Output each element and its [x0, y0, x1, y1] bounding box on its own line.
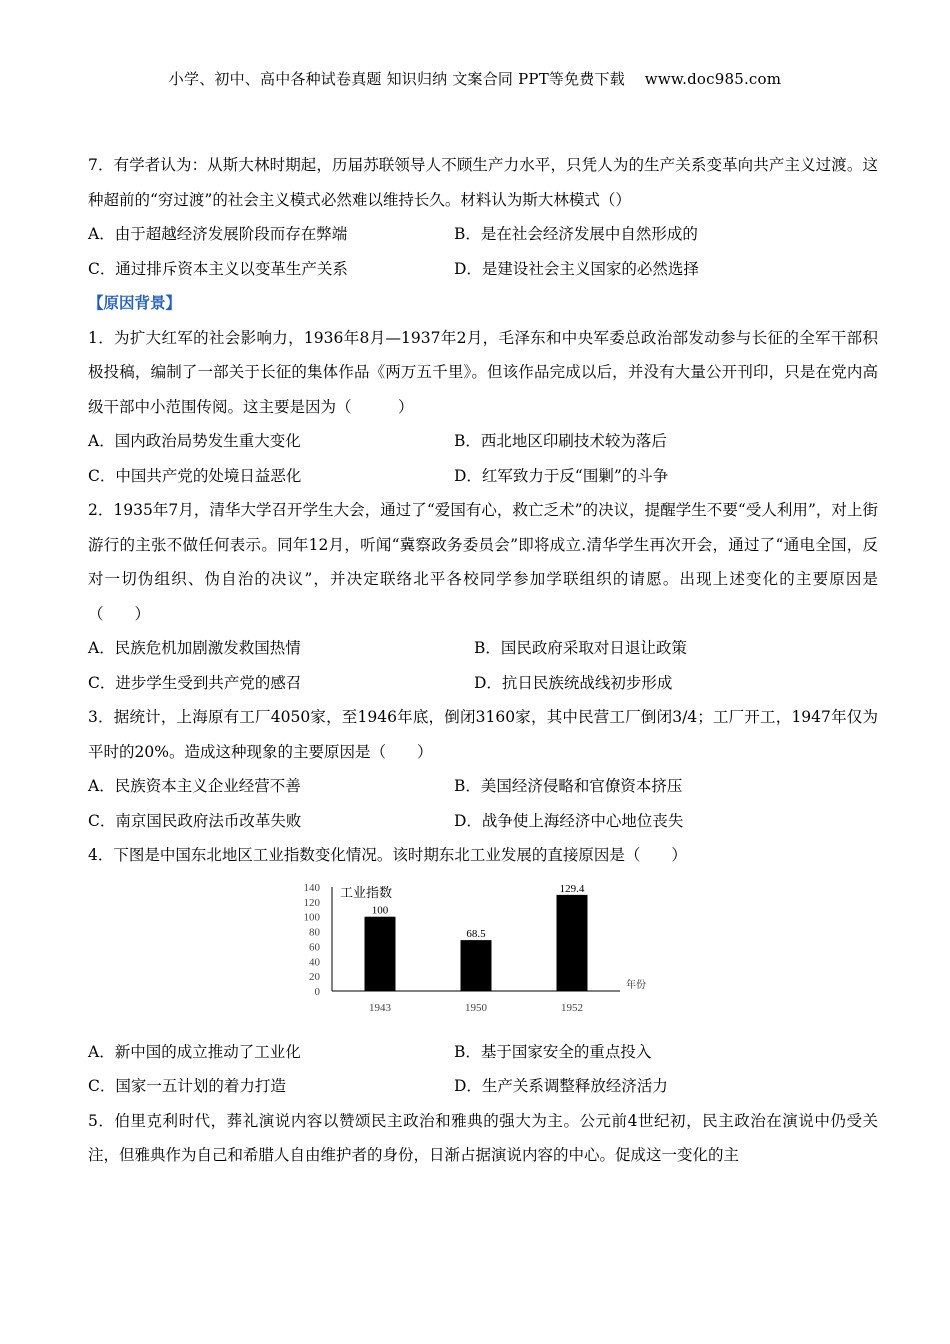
x-tick-label-1950: 1950: [465, 1001, 487, 1014]
q2-option-d: D．抗日民族统战线初步形成: [474, 673, 673, 692]
q3-options-row2: [88, 804, 878, 839]
q1-option-d: D．红军致力于反“围剿”的斗争: [454, 466, 669, 485]
q1-option-a: A．国内政治局势发生重大变化: [88, 432, 301, 450]
q1-stem: 1．为扩大红军的社会影响力，1936年8月—1937年2月，毛泽东和中央军委总政治部发动参与长征的全军干部积极投稿，编制了一部关于长征的集体作品《两万五千里》。但该作品完成以后，并没有大量公开刊印，只是在党内高级干部中小范围传阅。这主要是因为（ ）: [88, 328, 878, 416]
q7-option-a: A．由于超越经济发展阶段而存在弊端: [88, 225, 348, 243]
header-site: www.doc985.com: [644, 70, 782, 88]
q2-option-a: A．民族危机加剧激发救国热情: [88, 639, 301, 657]
q3-option-a: A．民族资本主义企业经营不善: [88, 777, 301, 795]
data-label-1943: 100: [371, 904, 389, 917]
y-tick-label: 0: [314, 985, 320, 998]
q4-stem: 4．下图是中国东北地区工业指数变化情况。该时期东北工业发展的直接原因是（ ）: [88, 846, 687, 864]
q3-option-d: D．战争使上海经济中心地位丧失: [454, 811, 684, 830]
q3-options-row1: [88, 769, 878, 804]
q5-stem: 5．伯里克利时代，葬礼演说内容以赞颂民主政治和雅典的强大为主。公元前4世纪初，民主政治在演说中仍受关注，但雅典作为自己和希腊人自由维护者的身份，日渐占据演说内容的中心。促成这一变化的主: [88, 1111, 878, 1164]
q2-option-c: C．进步学生受到共产党的感召: [88, 673, 302, 692]
x-tick-label-1952: 1952: [561, 1001, 583, 1014]
q4-options-row2: [88, 1069, 878, 1104]
y-tick-label: 40: [309, 955, 320, 968]
bar-1950: [461, 940, 492, 991]
y-tick-label: 20: [309, 970, 320, 983]
chart-title: 工业指数: [340, 884, 393, 900]
q3-option-b: B．美国经济侵略和官僚资本挤压: [454, 777, 683, 795]
q4-option-a: A．新中国的成立推动了工业化: [88, 1042, 301, 1061]
y-tick-label: 60: [309, 940, 320, 953]
bar-1952: [557, 894, 588, 990]
q7-options-row1: [88, 217, 878, 252]
q7-stem: 7．有学者认为：从斯大林时期起，历届苏联领导人不顾生产力水平，只凭人为的生产关系变革向共产主义过渡。这种超前的“穷过渡”的社会主义模式必然难以维持长久。材料认为斯大林模式（）: [88, 156, 878, 209]
data-label-1952: 129.4: [559, 882, 585, 895]
q2-option-b: B．国民政府采取对日退让政策: [474, 639, 687, 657]
q3-option-c: C．南京国民政府法币改革失败: [88, 811, 302, 830]
q4-options-row1: [88, 1035, 878, 1070]
header-text: 小学、初中、高中各种试卷真题 知识归纳 文案合同 PPT等免费下载: [168, 70, 625, 88]
y-tick-label: 100: [303, 911, 320, 924]
q2-options-row1: [88, 631, 878, 666]
y-tick-label: 80: [309, 926, 320, 939]
q1-option-c: C．中国共产党的处境日益恶化: [88, 466, 302, 485]
x-axis-label: 年份: [626, 979, 646, 991]
data-label-1950: 68.5: [466, 927, 486, 940]
q2-stem: 2．1935年7月，清华大学召开学生大会，通过了“爱国有心，救亡乏术”的决议，提醒学生不要“受人利用”，对上街游行的主张不做任何表示。同年12月，听闻“冀察政务委员会”即将成立.清华学生再次开会，通过了“通电全国，反对一切伪组织、伪自治的决议”，并决定联络北平各校同学参加学联组织的请愿。出现上述变化的主要原因是（ ）: [88, 501, 878, 623]
y-tick-label: 120: [303, 896, 320, 909]
q1-options-row1: [88, 424, 878, 459]
q2-options-row2: [88, 666, 878, 701]
q4-option-d: D．生产关系调整释放经济活力: [454, 1077, 668, 1095]
y-tick-label: 140: [303, 881, 320, 894]
q1-option-b: B．西北地区印刷技术较为落后: [454, 432, 667, 450]
q4-option-c: C．国家一五计划的着力打造: [88, 1077, 286, 1095]
page-header: [0, 68, 950, 89]
q7-options-row2: [88, 252, 878, 287]
q7-option-b: B．是在社会经济发展中自然形成的: [454, 225, 698, 243]
exam-content: [88, 148, 878, 1173]
x-tick-label-1943: 1943: [369, 1001, 391, 1014]
q3-stem: 3．据统计，上海原有工厂4050家，至1946年底，倒闭3160家，其中民营工厂倒闭3/4；工厂开工，1947年仅为平时的20%。造成这种现象的主要原因是（ ）: [88, 708, 878, 761]
q4-option-b: B．基于国家安全的重点投入: [454, 1042, 652, 1061]
industry-index-chart: [298, 879, 658, 1025]
q7-option-c: C．通过排斥资本主义以变革生产关系: [88, 259, 348, 278]
q1-options-row2: [88, 459, 878, 494]
q7-option-d: D．是建设社会主义国家的必然选择: [454, 259, 699, 278]
bar-1943: [365, 916, 396, 990]
section-title: 【原因背景】: [88, 293, 182, 312]
